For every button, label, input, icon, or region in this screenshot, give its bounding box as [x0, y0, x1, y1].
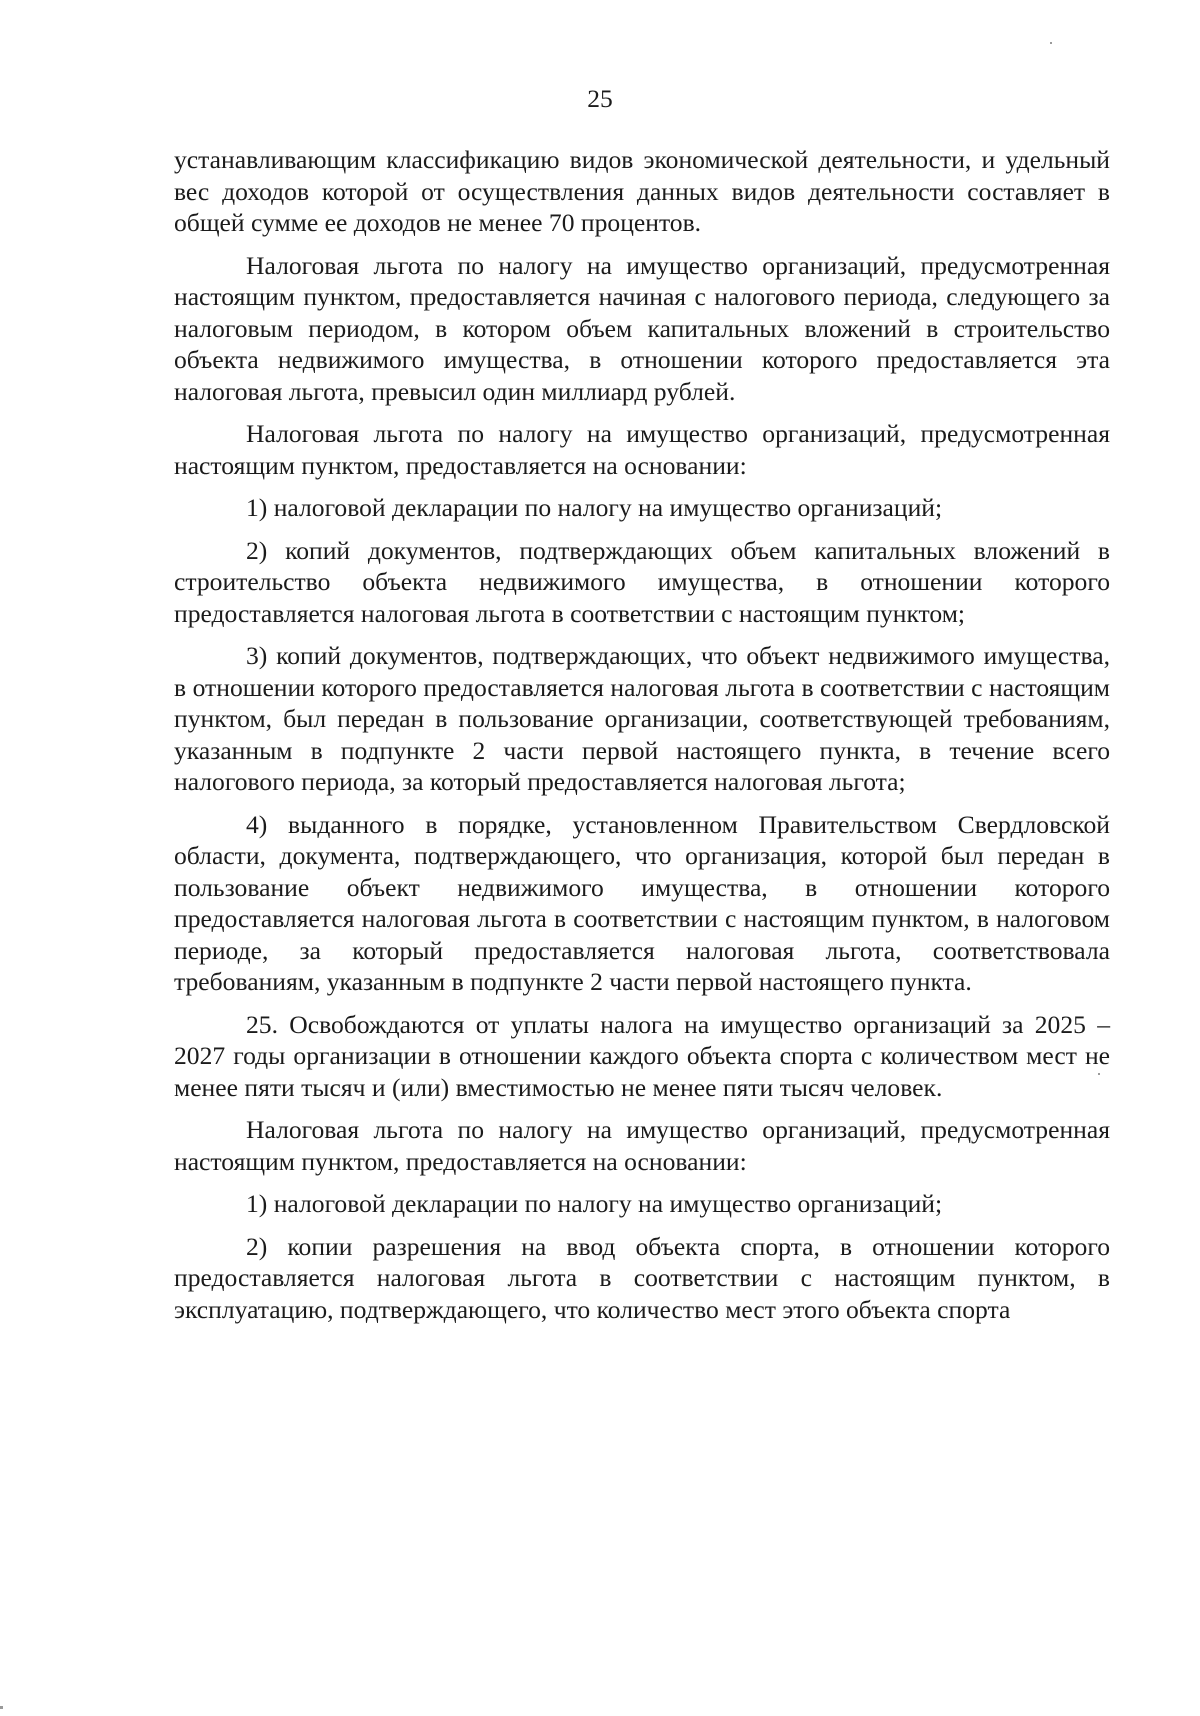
scan-speck [0, 1706, 3, 1709]
paragraph-benefit-basis: Налоговая льгота по налогу на имущество организаций, предусмотренная настоящим пунктом, предоставляется на основании: [174, 419, 1110, 480]
document-body [174, 144, 1110, 1336]
paragraph-benefit-start-period: Налоговая льгота по налогу на имущество организаций, предусмотренная настоящим пунктом, предоставляется начиная с налогового периода, следующего за налоговым периодом, в котором объем капитальных вложений в строительство объекта недвижимого имущества, в отношении которого предоставляется эта налоговая льгота, превысил один миллиард рублей. [174, 250, 1110, 406]
list-item-tax-declaration: 1) налоговой декларации по налогу на имущество организаций; [246, 493, 943, 522]
paragraph-item-25: 25. Освобождаются от уплаты налога на имущество организаций за 2025 – 2027 годы организации в отношении каждого объекта спорта с количеством мест не менее пяти тысяч и (или) вместимостью не менее пяти тысяч человек. [174, 1009, 1110, 1102]
list-item-investment-documents: 2) копий документов, подтверждающих объем капитальных вложений в строительство объекта недвижимого имущества, в отношении которого предоставляется налоговая льгота в соответствии с настоящим пунктом; [174, 535, 1110, 628]
list-item-government-document: 4) выданного в порядке, установленном Правительством Свердловской области, документа, подтверждающего, что организация, которой был передан в пользование объект недвижимого имущества, в отношении которого предоставляется налоговая льгота в соответствии с настоящим пунктом, в налоговом периоде, за который предоставляется налоговая льгота, соответствовала требованиям, указанным в подпункте 2 части первой настоящего пункта. [174, 809, 1110, 996]
list-item-sport-permit: 2) копии разрешения на ввод объекта спорта, в отношении которого предоставляется налоговая льгота в соответствии с настоящим пунктом, в эксплуатацию, подтверждающего, что количество мест этого объекта спорта [174, 1231, 1110, 1324]
scan-speck [1098, 1073, 1100, 1075]
paragraph-continuation: устанавливающим классификацию видов экономической деятельности, и удельный вес доходов которой от осуществления данных видов деятельности составляет в общей сумме ее доходов не менее 70 процентов. [174, 145, 1110, 237]
scan-speck [1050, 42, 1052, 44]
page-number: 25 [587, 84, 613, 113]
list-item-transfer-documents: 3) копий документов, подтверждающих, что объект недвижимого имущества, в отношении которого предоставляется налоговая льгота в соответствии с настоящим пунктом, был передан в пользование организации, соответствующей требованиям, указанным в подпункте 2 части первой настоящего пункта, в течение всего налогового периода, за который предоставляется налоговая льгота; [174, 641, 1110, 796]
paragraph-benefit-basis-2: Налоговая льгота по налогу на имущество организаций, предусмотренная настоящим пунктом, предоставляется на основании: [174, 1115, 1110, 1176]
list-item-tax-declaration-2: 1) налоговой декларации по налогу на имущество организаций; [246, 1189, 943, 1218]
